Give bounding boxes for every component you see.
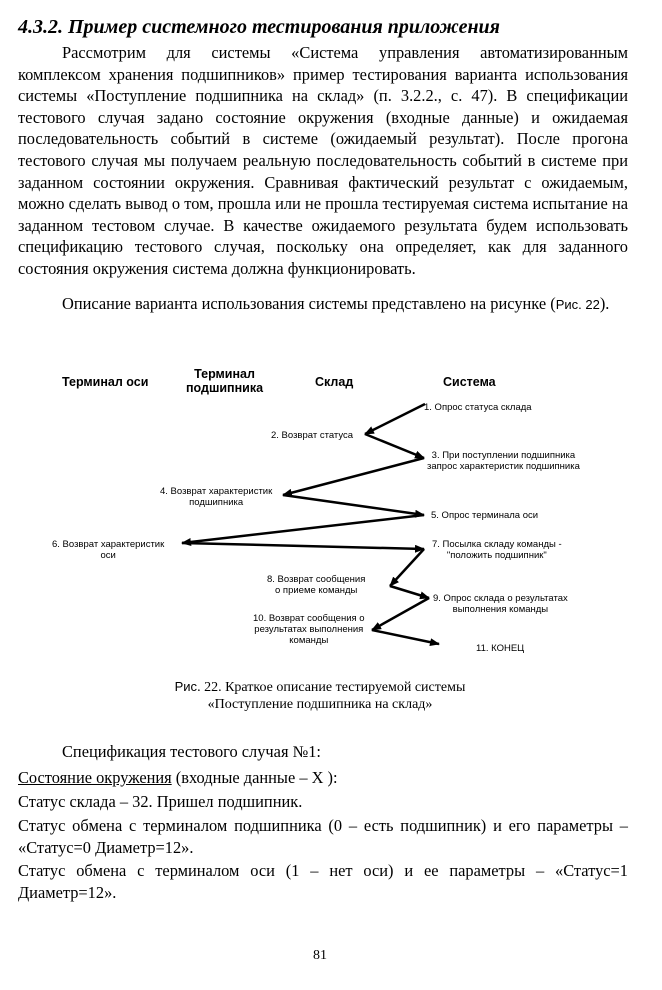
step-1-label: 1. Опрос статуса склада xyxy=(424,402,532,413)
step-9-line2: выполнения команды xyxy=(452,604,549,615)
step-7-line2: "положить подшипник" xyxy=(446,550,547,561)
step-4-line2: подшипника xyxy=(189,497,244,508)
figure-caption-line1 xyxy=(0,678,640,696)
step-10-label xyxy=(253,613,365,646)
figure-reference-end: ). xyxy=(599,294,610,313)
arrow-step-6 xyxy=(182,515,424,543)
step-2-label: 2. Возврат статуса xyxy=(271,430,354,441)
column-bearing-terminal-line1: Терминал xyxy=(194,367,255,381)
figure-reference-link[interactable]: Рис. 22 xyxy=(555,297,600,312)
step-4-label xyxy=(160,486,272,508)
column-warehouse: Склад xyxy=(315,375,354,389)
step-11-label: 11. КОНЕЦ xyxy=(476,643,525,654)
section-heading: 4.3.2. Пример системного тестирования приложения xyxy=(18,16,500,38)
figure-caption-line2: «Поступление подшипника на склад» xyxy=(207,697,433,712)
arrow-step-5 xyxy=(283,495,424,515)
step-10-line1: 10. Возврат сообщения о xyxy=(253,613,365,624)
arrow-step-4 xyxy=(283,458,424,495)
arrow-step-10 xyxy=(372,598,429,630)
sequence-diagram xyxy=(0,355,662,685)
arrow-step-2 xyxy=(365,404,425,434)
arrow-step-7 xyxy=(182,543,424,549)
step-7-label xyxy=(432,539,562,561)
page-number: 81 xyxy=(313,948,327,963)
spec-bearing-terminal-status: Статус обмена с терминалом подшипника (0 – есть подшипник) и его параметры – «Статус=0 Диаметр=12». xyxy=(18,816,628,857)
spec-env-label: Состояние окружения xyxy=(18,768,172,787)
step-3-line2: запрос характеристик подшипника xyxy=(427,461,580,472)
step-8-label xyxy=(267,574,365,596)
arrow-step-8 xyxy=(390,549,424,586)
step-9-line1: 9. Опрос склада о результатах xyxy=(433,593,568,604)
figure-caption xyxy=(0,678,640,713)
arrow-step-11 xyxy=(372,630,439,644)
column-bearing-terminal-line2: подшипника xyxy=(186,381,264,395)
step-10-line3: команды xyxy=(289,635,329,646)
spec-env-line xyxy=(18,767,628,789)
step-3-label xyxy=(427,450,580,472)
step-6-label xyxy=(52,539,164,561)
step-7-line1: 7. Посылка складу команды - xyxy=(432,539,562,550)
spec-warehouse-status: Статус склада – 32. Пришел подшипник. xyxy=(18,792,303,811)
step-6-line1: 6. Возврат характеристик xyxy=(52,539,165,550)
step-8-line2: о приеме команды xyxy=(275,585,358,596)
arrow-step-9 xyxy=(390,586,429,598)
step-4-line1: 4. Возврат характеристик xyxy=(160,486,273,497)
step-10-line2: результатах выполнения xyxy=(254,624,364,635)
step-9-label xyxy=(433,593,568,615)
intro-paragraph: Рассмотрим для системы «Система управления автоматизированным комплексом хранения подшипников» пример тестирования варианта использования системы «Поступление подшипника на склад» (п. 3.2.2., с. 47). В спецификации тестового случая задано состояние окружения (входные данные) и ожидаемая последовательность событий в системе (ожидаемый результат). После прогона тестового случая мы получаем реальную последовательность событий в системе при заданном состоянии окружения. Сравнивая фактический результат с ожидаемым, можно сделать вывод о том, прошла или не прошла тестируемая система испытание на заданном тестовом случае. В качестве ожидаемого результата будем использовать спецификацию тестового случая, поскольку она определяет, как для заданного состояния окружения система должна функционировать. xyxy=(18,43,628,278)
arrow-step-3 xyxy=(365,434,424,458)
step-8-line1: 8. Возврат сообщения xyxy=(267,574,366,585)
column-axis-terminal: Терминал оси xyxy=(62,375,149,389)
spec-title: Спецификация тестового случая №1: xyxy=(62,742,321,761)
step-6-line2: оси xyxy=(100,550,116,561)
column-bearing-terminal xyxy=(186,367,263,395)
figure-reference-text: Описание варианта использования системы представлено на рисунке ( xyxy=(62,294,556,313)
step-5-label: 5. Опрос терминала оси xyxy=(431,510,539,521)
figure-caption-title: . 22. Краткое описание тестируемой системы xyxy=(197,680,466,695)
figure-caption-label: Рис xyxy=(174,679,198,694)
spec-axis-terminal-status: Статус обмена с терминалом оси (1 – нет оси) и ее параметры – «Статус=1 Диаметр=12». xyxy=(18,861,628,902)
step-3-line1: 3. При поступлении подшипника xyxy=(431,450,576,461)
spec-env-rest: (входные данные – X ): xyxy=(171,768,338,787)
figure-reference-paragraph xyxy=(18,293,628,316)
column-system: Система xyxy=(443,375,496,389)
